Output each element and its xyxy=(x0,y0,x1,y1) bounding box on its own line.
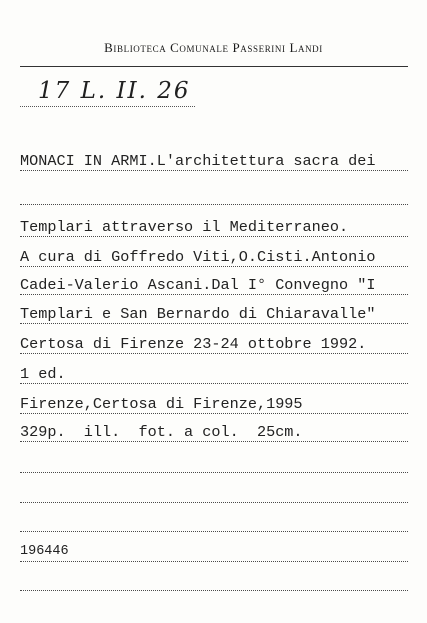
physical-description-line: 329p. ill. fot. a col. 25cm. xyxy=(20,423,408,442)
responsibility-line: A cura di Goffredo Viti,O.Cisti.Antonio xyxy=(20,248,408,267)
header-rule xyxy=(20,66,408,67)
responsibility-line: Cadei-Valerio Ascani.Dal I° Convegno "I xyxy=(20,276,408,295)
card-line xyxy=(20,484,408,503)
title-line: Templari attraverso il Mediterraneo. xyxy=(20,218,408,237)
card-line xyxy=(20,186,408,205)
library-header: Biblioteca Comunale Passerini Landi xyxy=(104,40,323,55)
edition-line: 1 ed. xyxy=(20,365,408,384)
card-line xyxy=(20,513,408,532)
accession-number: 196446 xyxy=(20,543,408,562)
publication-line: Firenze,Certosa di Firenze,1995 xyxy=(20,395,408,414)
shelfmark: 17 L. II. 26 xyxy=(38,78,191,104)
shelfmark-rule xyxy=(20,106,195,107)
title-line: MONACI IN ARMI.L'architettura sacra dei xyxy=(20,152,408,171)
note-line: Certosa di Firenze 23-24 ottobre 1992. xyxy=(20,335,408,354)
note-line: Templari e San Bernardo di Chiaravalle" xyxy=(20,305,408,324)
card-line xyxy=(20,572,408,591)
card-line xyxy=(20,454,408,473)
